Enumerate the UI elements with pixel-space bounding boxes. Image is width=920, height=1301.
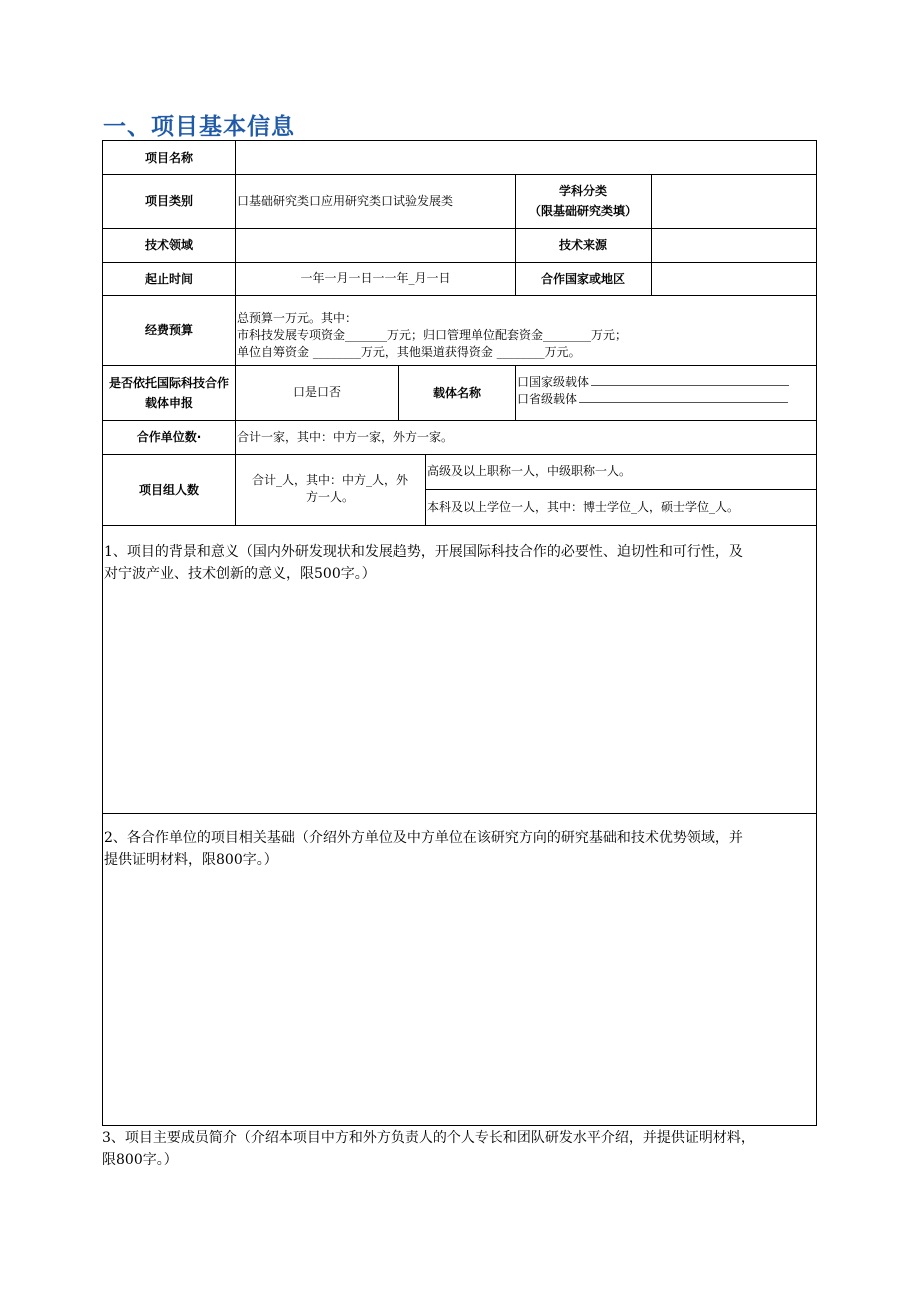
project-category-label: 项目类别	[144, 194, 193, 208]
project-name-field[interactable]	[237, 141, 814, 174]
period-label: 起止时间	[144, 271, 193, 286]
partner-country-label: 合作国家或地区	[540, 271, 625, 286]
carrier-national-blank[interactable]	[591, 374, 789, 386]
subject-label-line2: （限基础研究类填）	[528, 204, 637, 218]
platform-label-line2: 载体申报	[144, 395, 193, 410]
project-name-label: 项目名称	[144, 150, 193, 165]
team-title-field[interactable]: 高级及以上职称一人，中级职称一人。	[427, 464, 632, 478]
project-info-form	[102, 140, 817, 1126]
carrier-national-option[interactable]: 口国家级载体	[517, 374, 814, 391]
foundation-prompt-line1: 2、各合作单位的项目相关基础（介绍外方单位及中方单位在该研究方向的研究基础和技术优势领域，并	[104, 830, 743, 846]
foundation-prompt-line2: 提供证明材料，限800字。）	[104, 852, 278, 868]
members-prompt-line1: 3、项目主要成员简介（介绍本项目中方和外方负责人的个人专长和团队研发水平介绍，并提供证明材料，	[102, 1130, 755, 1146]
background-prompt-line1: 1、项目的背景和意义（国内外研发现状和发展趋势，开展国际科技合作的必要性、迫切性和可行性，及	[104, 544, 743, 560]
budget-special-fund: 市科技发展专项资金_______万元；归口管理单位配套资金________万元；	[237, 328, 628, 342]
team-count-field[interactable]	[237, 472, 423, 512]
project-category-options[interactable]: 口基础研究类口应用研究类口试验发展类	[237, 193, 454, 208]
budget-label: 经费预算	[144, 323, 193, 337]
budget-field[interactable]	[237, 310, 814, 364]
members-prompt-line2: 限800字。）	[102, 1152, 178, 1168]
partner-count-label: 合作单位数·	[136, 430, 202, 444]
tech-source-field[interactable]	[653, 228, 814, 262]
carrier-provincial-blank[interactable]	[579, 391, 788, 403]
platform-yes-no[interactable]: 口是口否	[292, 385, 341, 399]
tech-source-label: 技术来源	[558, 238, 607, 252]
team-count-line1: 合计_人，其中：中方_人，外	[251, 473, 408, 487]
page-title: 一、项目基本信息	[103, 114, 295, 140]
carrier-provincial-option[interactable]: 口省级载体	[517, 391, 814, 408]
budget-self-fund: 单位自筹资金 ________万元，其他渠道获得资金 ________万元。	[237, 345, 581, 359]
team-size-label: 项目组人数	[138, 482, 199, 497]
background-section[interactable]	[104, 541, 815, 811]
period-field[interactable]: 一年一月一日一一年_月一日	[300, 271, 451, 285]
subject-classification-field[interactable]	[653, 174, 814, 228]
subject-label-line1: 学科分类	[558, 184, 607, 198]
platform-label	[103, 365, 235, 420]
team-degree-field[interactable]: 本科及以上学位一人，其中：博士学位_人，硕士学位_人。	[427, 499, 740, 514]
partner-foundation-section[interactable]	[104, 827, 815, 1123]
subject-classification-label	[515, 174, 651, 228]
partner-count-field[interactable]: 合计一家，其中：中方一家，外方一家。	[237, 429, 454, 444]
tech-field-field[interactable]	[237, 228, 514, 262]
carrier-options[interactable]	[517, 374, 814, 414]
budget-total: 总预算一万元。其中：	[237, 311, 358, 325]
partner-country-field[interactable]	[653, 262, 814, 295]
team-members-section[interactable]	[102, 1127, 818, 1171]
carrier-name-label: 载体名称	[432, 385, 481, 400]
tech-field-label: 技术领域	[144, 238, 193, 252]
platform-label-line1: 是否依托国际科技合作	[108, 375, 229, 390]
background-prompt-line2: 对宁波产业、技术创新的意义，限500字。）	[104, 566, 376, 582]
team-count-line2: 方一人。	[305, 490, 354, 504]
